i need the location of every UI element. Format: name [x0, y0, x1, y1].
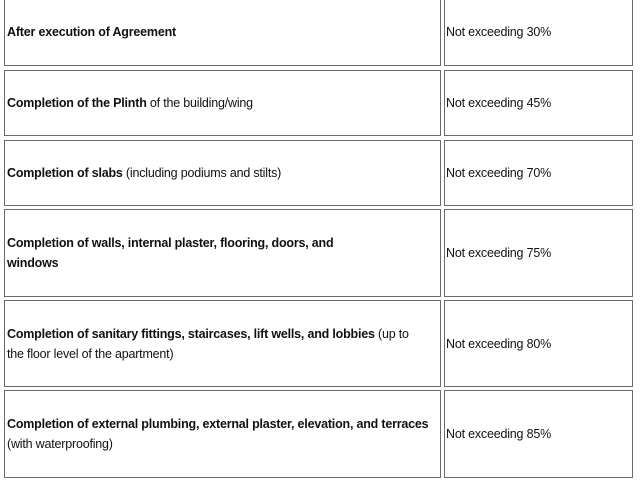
table-row [0, 300, 640, 387]
stage-cell [4, 300, 441, 387]
stage-detail-text: (up to the floor level of the apartment) [7, 326, 409, 361]
limit-text: Not exceeding 75% [446, 246, 552, 260]
stage-bold-text: Completion of sanitary fittings, staircases, lift wells, and lobbies [7, 326, 375, 341]
stage-text [5, 22, 427, 42]
limit-text: Not exceeding 85% [446, 427, 552, 441]
limit-cell [444, 209, 633, 297]
stage-bold-text: Completion of walls, internal plaster, flooring, doors, and windows [7, 236, 334, 270]
table-row [0, 70, 640, 136]
stage-cell [4, 209, 441, 297]
stage-cell [4, 70, 441, 136]
limit-text: Not exceeding 80% [446, 336, 552, 351]
stage-cell [4, 140, 441, 206]
limit-text: Not exceeding 30% [446, 25, 552, 39]
limit-text: Not exceeding 45% [446, 96, 552, 110]
table-row [0, 390, 640, 478]
stage-cell [4, 390, 441, 478]
limit-text: Not exceeding 70% [446, 166, 552, 180]
stage-bold-text: After execution of Agreement [7, 25, 176, 39]
stage-detail-text: (with waterproofing) [7, 437, 113, 451]
table-row [0, 140, 640, 206]
stage-text [5, 233, 379, 273]
limit-cell [444, 300, 633, 387]
table-row [0, 0, 640, 66]
limit-cell [444, 390, 633, 478]
stage-detail-text: (including podiums and stilts) [122, 166, 282, 180]
stage-text [5, 324, 427, 364]
limit-cell [444, 0, 633, 66]
stage-detail-text: of the building/wing [146, 96, 253, 110]
limit-cell [444, 70, 633, 136]
limit-cell [444, 140, 633, 206]
stage-text [5, 414, 432, 454]
stage-text [5, 163, 427, 183]
stage-text [5, 93, 427, 113]
stage-bold-text: Completion of the Plinth [7, 96, 147, 110]
stage-bold-text: Completion of external plumbing, external plaster, elevation, and terraces [7, 417, 429, 431]
stage-bold-text: Completion of slabs [7, 166, 123, 180]
table-row [0, 209, 640, 297]
stage-cell [4, 0, 441, 66]
